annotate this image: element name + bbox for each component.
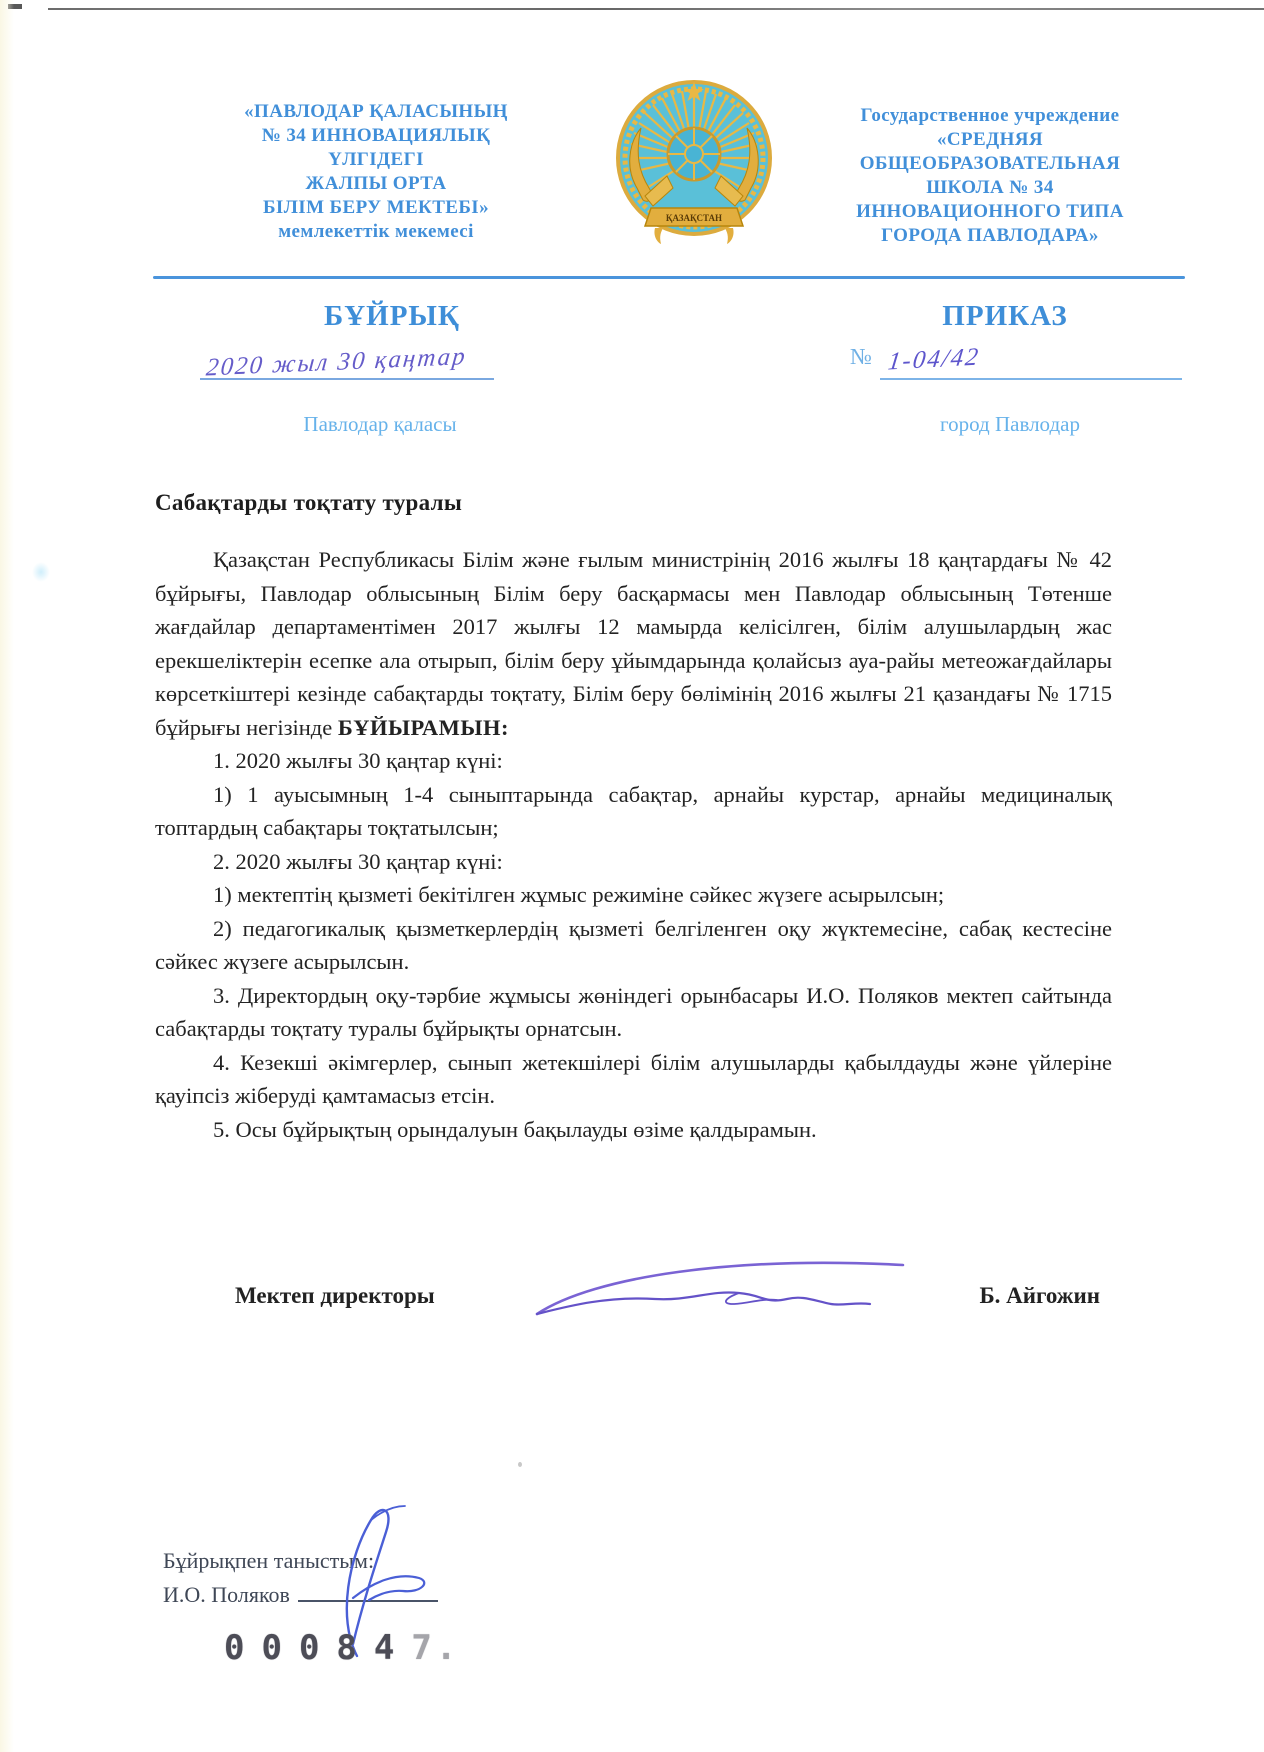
org-left-line: ҮЛГІДЕГІ <box>328 149 424 170</box>
org-left-line: ЖАЛПЫ ОРТА <box>305 173 447 194</box>
handwritten-date: 2020 жыл 30 қаңтар <box>204 342 469 382</box>
org-left-line: БІЛІМ БЕРУ МЕКТЕБІ» <box>262 197 490 218</box>
acknowledgment-intro: Бұйрықпен таныстым: <box>163 1548 375 1573</box>
order-body <box>155 543 1112 1146</box>
order-title-russian: ПРИКАЗ <box>942 300 1068 332</box>
place-russian: город Павлодар <box>940 412 1080 436</box>
body-item: 2) педагогикалық қызметкерлердің қызметі белгіленген оқу жүктемесіне, сабақ кестесіне сәйкес жүзеге асырылсын. <box>155 915 1112 974</box>
stamp-faint-digit: 7. <box>411 1628 461 1668</box>
director-signature <box>525 1252 915 1332</box>
org-right-line: ОБЩЕОБРАЗОВАТЕЛЬНАЯ <box>859 153 1121 174</box>
body-item: 3. Директордың оқу-тәрбие жұмысы жөніндегі орынбасары И.О. Поляков мектеп сайтында сабақтарды тоқтату туралы бұйрықты орнатсын. <box>155 982 1112 1041</box>
body-paragraph-preamble <box>155 543 1112 744</box>
scan-left-edge-shadow <box>0 0 14 1752</box>
org-left-line: мемлекеттік мекемесі <box>278 221 474 242</box>
org-right-line: «СРЕДНЯЯ <box>937 129 1043 150</box>
scan-smudge-artifact <box>32 562 50 582</box>
scan-edge-line <box>48 8 1264 10</box>
body-item: 1. 2020 жылғы 30 қаңтар күні: <box>213 748 503 773</box>
body-item: 1) 1 ауысымның 1-4 сыныптарында сабақтар, арнайы курстар, арнайы медициналық топтардың сабақтары тоқтатылсын; <box>155 781 1112 840</box>
body-item: 2. 2020 жылғы 30 қаңтар күні: <box>213 848 503 874</box>
org-left-line: № 34 ИННОВАЦИЯЛЫҚ <box>261 125 491 146</box>
acknowledgment-name: И.О. Поляков <box>163 1582 290 1607</box>
emblem-banner-text: ҚАЗАҚСТАН <box>665 213 723 223</box>
body-item: 1) мектептің қызметі бекітілген жұмыс режиміне сәйкес жүзеге асырылсын; <box>213 882 945 907</box>
body-item: 4. Кезекші әкімгерлер, сынып жетекшілері білім алушыларды қабылдауды және үйлеріне қауіпсіз жіберуді қамтамасыз етсін. <box>155 1049 1112 1108</box>
org-name-russian <box>800 104 1180 248</box>
number-sign-label: № <box>850 344 872 369</box>
org-right-line: ШКОЛА № 34 <box>926 177 1054 198</box>
place-kazakh: Павлодар қаласы <box>303 412 457 436</box>
org-right-line: Государственное учреждение <box>860 105 1120 126</box>
order-title-kazakh: БҰЙРЫҚ <box>324 300 460 332</box>
stamped-serial-number <box>224 1628 460 1668</box>
signer-name: Б. Айгожин <box>979 1283 1100 1308</box>
org-right-line: ИННОВАЦИОННОГО ТИПА <box>856 201 1124 222</box>
org-left-line: «ПАВЛОДАР ҚАЛАСЫНЫҢ <box>244 101 508 122</box>
order-subject: Сабақтарды тоқтату туралы <box>155 490 463 515</box>
signer-role: Мектеп директоры <box>235 1283 435 1308</box>
body-item: 5. Осы бұйрықтың орындалуын бақылауды өзіме қалдырамын. <box>213 1116 817 1142</box>
stamp-digits: 00084 <box>224 1628 412 1668</box>
order-verb-bold: БҰЙЫРАМЫН: <box>337 714 509 740</box>
number-underline <box>880 336 1182 380</box>
header-divider-rule <box>153 276 1185 279</box>
kazakhstan-coat-of-arms-icon <box>615 76 773 252</box>
org-name-kazakh <box>206 100 546 244</box>
preamble-text: Қазақстан Республикасы Білім және ғылым министрінің 2016 жылғы 18 қаңтардағы № 42 бұйрығы, Павлодар облысының Білім беру басқармасы мен Павлодар облысының Төтенше жағдайлар департаментімен 2017 жылғы 12 мамырда келісілген, білім алушылардың жас ерекшеліктерін есепке ала отырып, білім беру ұйымдарында қолайсыз ауа-райы метеожағдайлары көрсеткіштері кезінде сабақтарды тоқтату, Білім беру бөлімінің 2016 жылғы 21 қазандағы № 1715 бұйрығы негізінде <box>155 547 1112 740</box>
handwritten-order-number: 1-04/42 <box>886 343 982 376</box>
scan-dot-artifact <box>518 1462 522 1467</box>
date-underline <box>200 336 494 380</box>
org-right-line: ГОРОДА ПАВЛОДАРА» <box>881 225 1099 246</box>
